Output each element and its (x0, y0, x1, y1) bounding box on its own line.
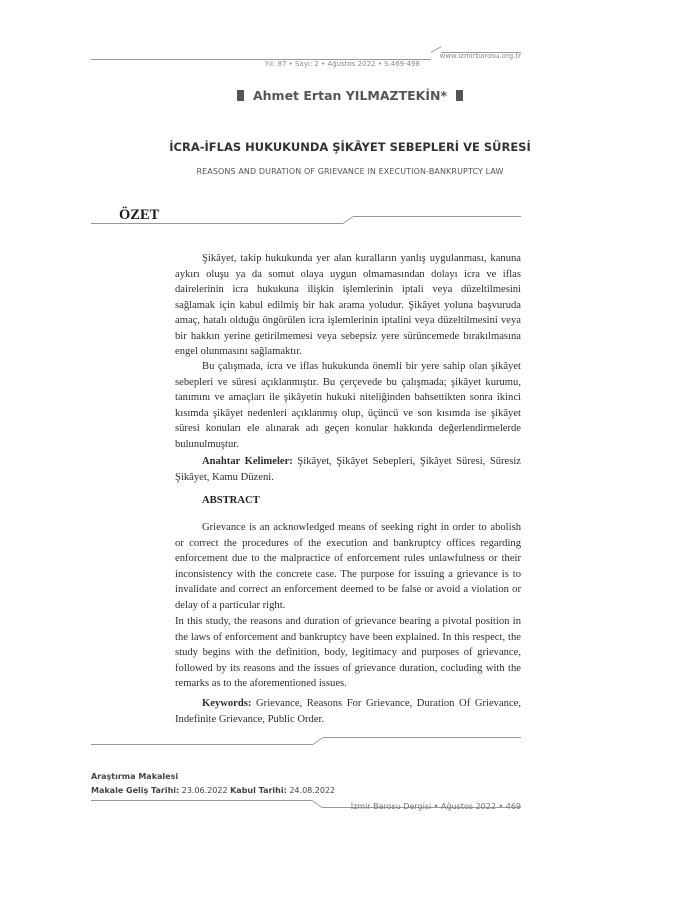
section-rule (91, 223, 343, 224)
page-footer: İzmir Barosu Dergisi • Ağustos 2022 • 469 (350, 802, 521, 811)
accept-label: Kabul Tarihi: (230, 786, 287, 795)
ozet-keywords-text: Şikâyet, Şikâyet Sebepleri, Şikâyet Süresi, Süresiz Şikâyet, Kamu Düzeni. (175, 456, 522, 483)
ozet-keywords (175, 454, 521, 485)
author-line (0, 88, 700, 103)
article-title: İCRA-İFLAS HUKUKUNDA ŞİKÂYET SEBEPLERİ VE SÜRESİ (169, 140, 531, 154)
ozet-keywords-label: Anahtar Kelimeler: (202, 456, 293, 467)
article-subtitle: REASONS AND DURATION OF GRIEVANCE IN EXECUTION-BANKRUPTCY LAW (196, 167, 504, 176)
ozet-paragraph-2: Bu çalışmada, icra ve iflas hukukunda önemli bir yere sahip olan şikâyet sebepleri ve süresi açıklanmıştır. Bu çerçevede bu çalışmada; şikâyet kurumu, tanımını ve amaçları ile şikâyetin hukuki niteliğinden bahsettikten sonra ikinci kısımda şikâyet nedenleri açıklanmış olup, üçüncü ve son kısımda ise şikâyet süresi konuları ele alınarak adı geçen konular hakkında değerlendirmelerde bulunulmuştur. (175, 361, 521, 450)
issue-info: Yıl: 87 • Sayı: 2 • Ağustos 2022 • S.469-498 (264, 60, 420, 68)
abstract-keywords (175, 696, 521, 727)
abstract-keywords-label: Keywords: (202, 698, 252, 709)
arrival-date: 23.06.2022 (179, 786, 231, 795)
abstract-paragraph-1: Grievance is an acknowledged means of seeking right in order to abolish or correct the procedures of the execution and bankruptcy offices regarding enforcement due to the malpractice of enforcement rules unlawfulness or their inconsistency with the concrete case. The purpose for issuing a grievance is to invalidate and correct an enforcement deemed to be false or avoid a violation or delay of a particular right. (175, 522, 521, 611)
section-rule-slant (343, 216, 353, 224)
abstract-body (175, 520, 521, 613)
square-marker-icon (456, 90, 463, 101)
accept-date: 24.08.2022 (286, 786, 336, 795)
section-rule-right (353, 216, 521, 217)
footer-rule-right (323, 737, 521, 738)
arrival-label: Makale Geliş Tarihi: (91, 786, 180, 795)
abstract-heading: ABSTRACT (202, 495, 260, 506)
author-name: Ahmet Ertan YILMAZTEKİN* (252, 88, 447, 103)
page-footer-rule (91, 800, 312, 801)
article-dates (91, 786, 335, 795)
abstract-body-2 (175, 614, 521, 692)
footer-rule (91, 744, 313, 745)
journal-website: www.izmirbarosu.org.tr (439, 52, 521, 60)
square-marker-icon (237, 90, 244, 101)
ozet-body-2 (175, 359, 521, 452)
abstract-paragraph-2: In this study, the reasons and duration of grievance bearing a pivotal position in the laws of enforcement and bankruptcy have been explained. In this respect, the study begins with the definition, body, legitimacy and purposes of grievance, followed by its reasons and the issues of grievance duration, cocluding with the remarks as to the aforementioned issues. (175, 616, 521, 689)
ozet-heading: ÖZET (119, 207, 160, 223)
abstract-keywords-text: Grievance, Reasons For Grievance, Duration Of Grievance, Indefinite Grievance, Public Order. (175, 698, 521, 725)
ozet-paragraph-1: Şikâyet, takip hukukunda yer alan kuralların yanlış uygulanması, kanuna aykırı oluşu ya da somut olaya uygun olmamasından dolayı icra ve iflas dairelerinin icra hukukuna ilişkin işlemlerinin iptali veya düzeltilmesini sağlamak için kabul edilmiş bir hak arama yoludur. Şikâyet yoluna başvuruda amaç, hatalı olduğu öngörülen icra işlemlerinin iptalini veya düzeltilmesini veya bir hakkın yerine getirilmemesi veya sebepsiz yere sürüncemede bırakılmasına engel olunmasını sağlamaktır. (175, 253, 521, 357)
ozet-body (175, 251, 521, 360)
footer-rule-slant (313, 737, 323, 745)
article-type: Araştırma Makalesi (91, 772, 179, 781)
